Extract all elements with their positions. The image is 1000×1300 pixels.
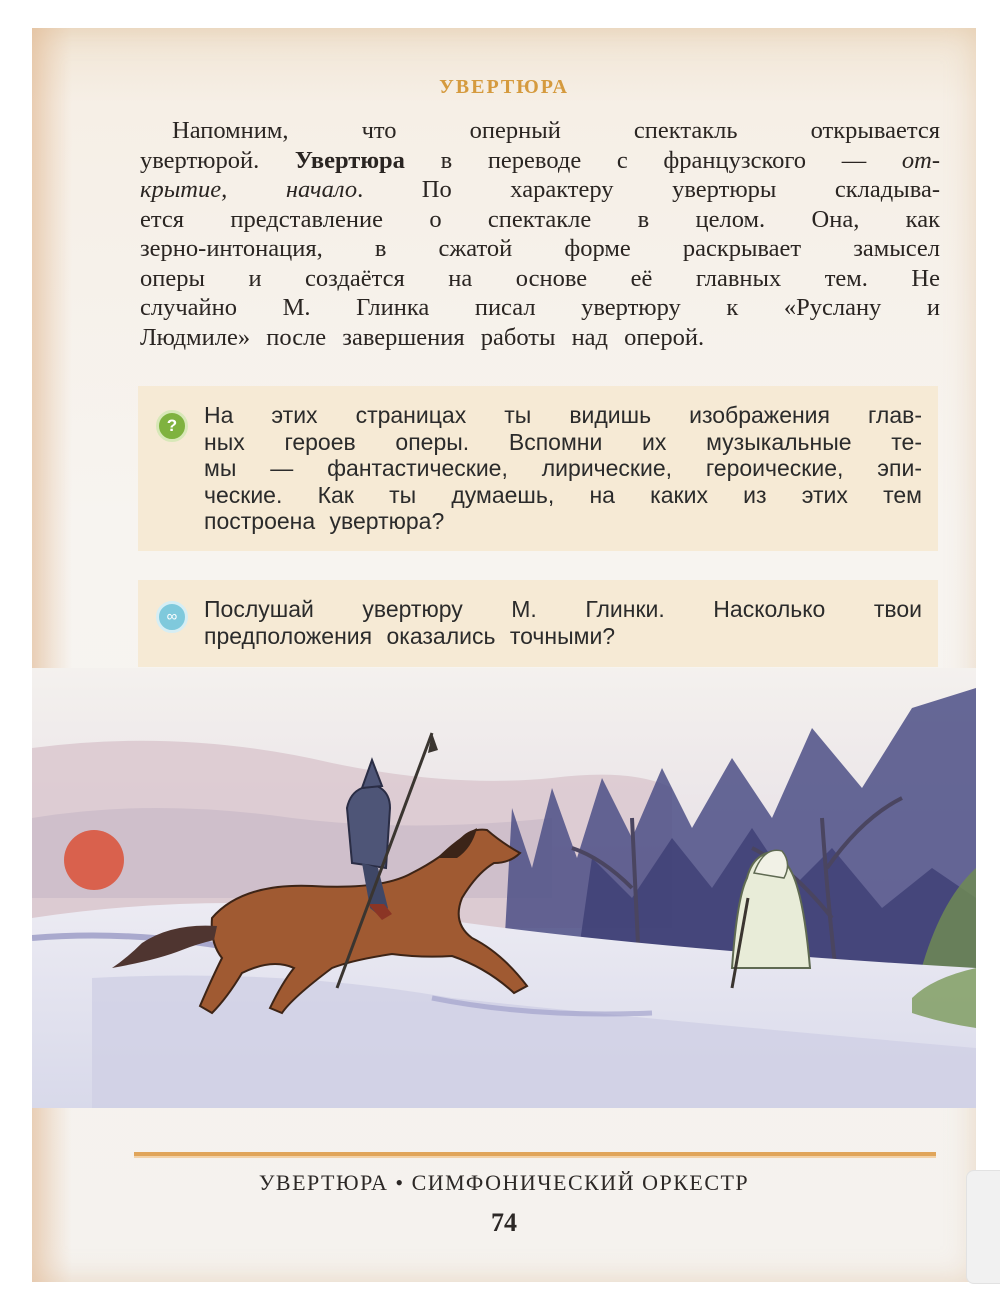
question-line: На этих страницах ты видишь изображения глав- [204,402,922,428]
paragraph-line: зерно-интонация, в сжатой форме раскрывает замысел [140,235,940,262]
main-paragraph [140,116,940,352]
question-line: построена увертюра? [204,508,445,534]
section-title: УВЕРТЮРА [439,76,569,98]
question-box [138,386,938,551]
footer-title: УВЕРТЮРА • СИМФОНИЧЕСКИЙ ОРКЕСТР [258,1170,750,1195]
listen-text [204,596,922,649]
paragraph-line: случайно М. Глинка писал увертюру к «Руслану и [140,294,940,321]
footer-rule [134,1152,936,1158]
paragraph-line: ется представление о спектакле в целом. Она, как [140,205,940,233]
textbook-page [32,28,976,1282]
side-scroll-tab[interactable] [966,1170,1000,1284]
question-icon: ? [156,410,188,442]
paragraph-line: Напомним, что оперный спектакль открывается [172,117,940,144]
question-line: ческие. Как ты думаешь, на каких из этих тем [204,481,922,508]
paragraph-line: оперы и создаётся на основе её главных тем. Не [140,264,940,292]
ruslan-and-naina-illustration [32,668,976,1108]
question-line: мы — фантастические, лирические, героические, эпи- [204,455,922,481]
listen-box [138,580,938,667]
paragraph-line: увертюрой. Увертюра в переводе с французского — от- [140,146,940,174]
question-text [204,402,922,535]
setting-sun [64,830,124,890]
term-bold: Увертюра [294,146,405,174]
listen-icon: ∞ [156,601,188,633]
page-number: 74 [491,1208,517,1237]
paragraph-line: крытие, начало. По характеру увертюры складыва- [140,176,940,203]
paragraph-line: Людмиле» после завершения работы над оперой. [140,323,705,351]
question-line: ных героев оперы. Вспомни их музыкальные те- [204,428,922,455]
term-italic: от- [901,146,940,174]
listen-line: Послушай увертюру М. Глинки. Насколько твои [204,596,922,622]
listen-line: предположения оказались точными? [204,622,616,649]
term-italic: крытие, начало [140,176,358,203]
